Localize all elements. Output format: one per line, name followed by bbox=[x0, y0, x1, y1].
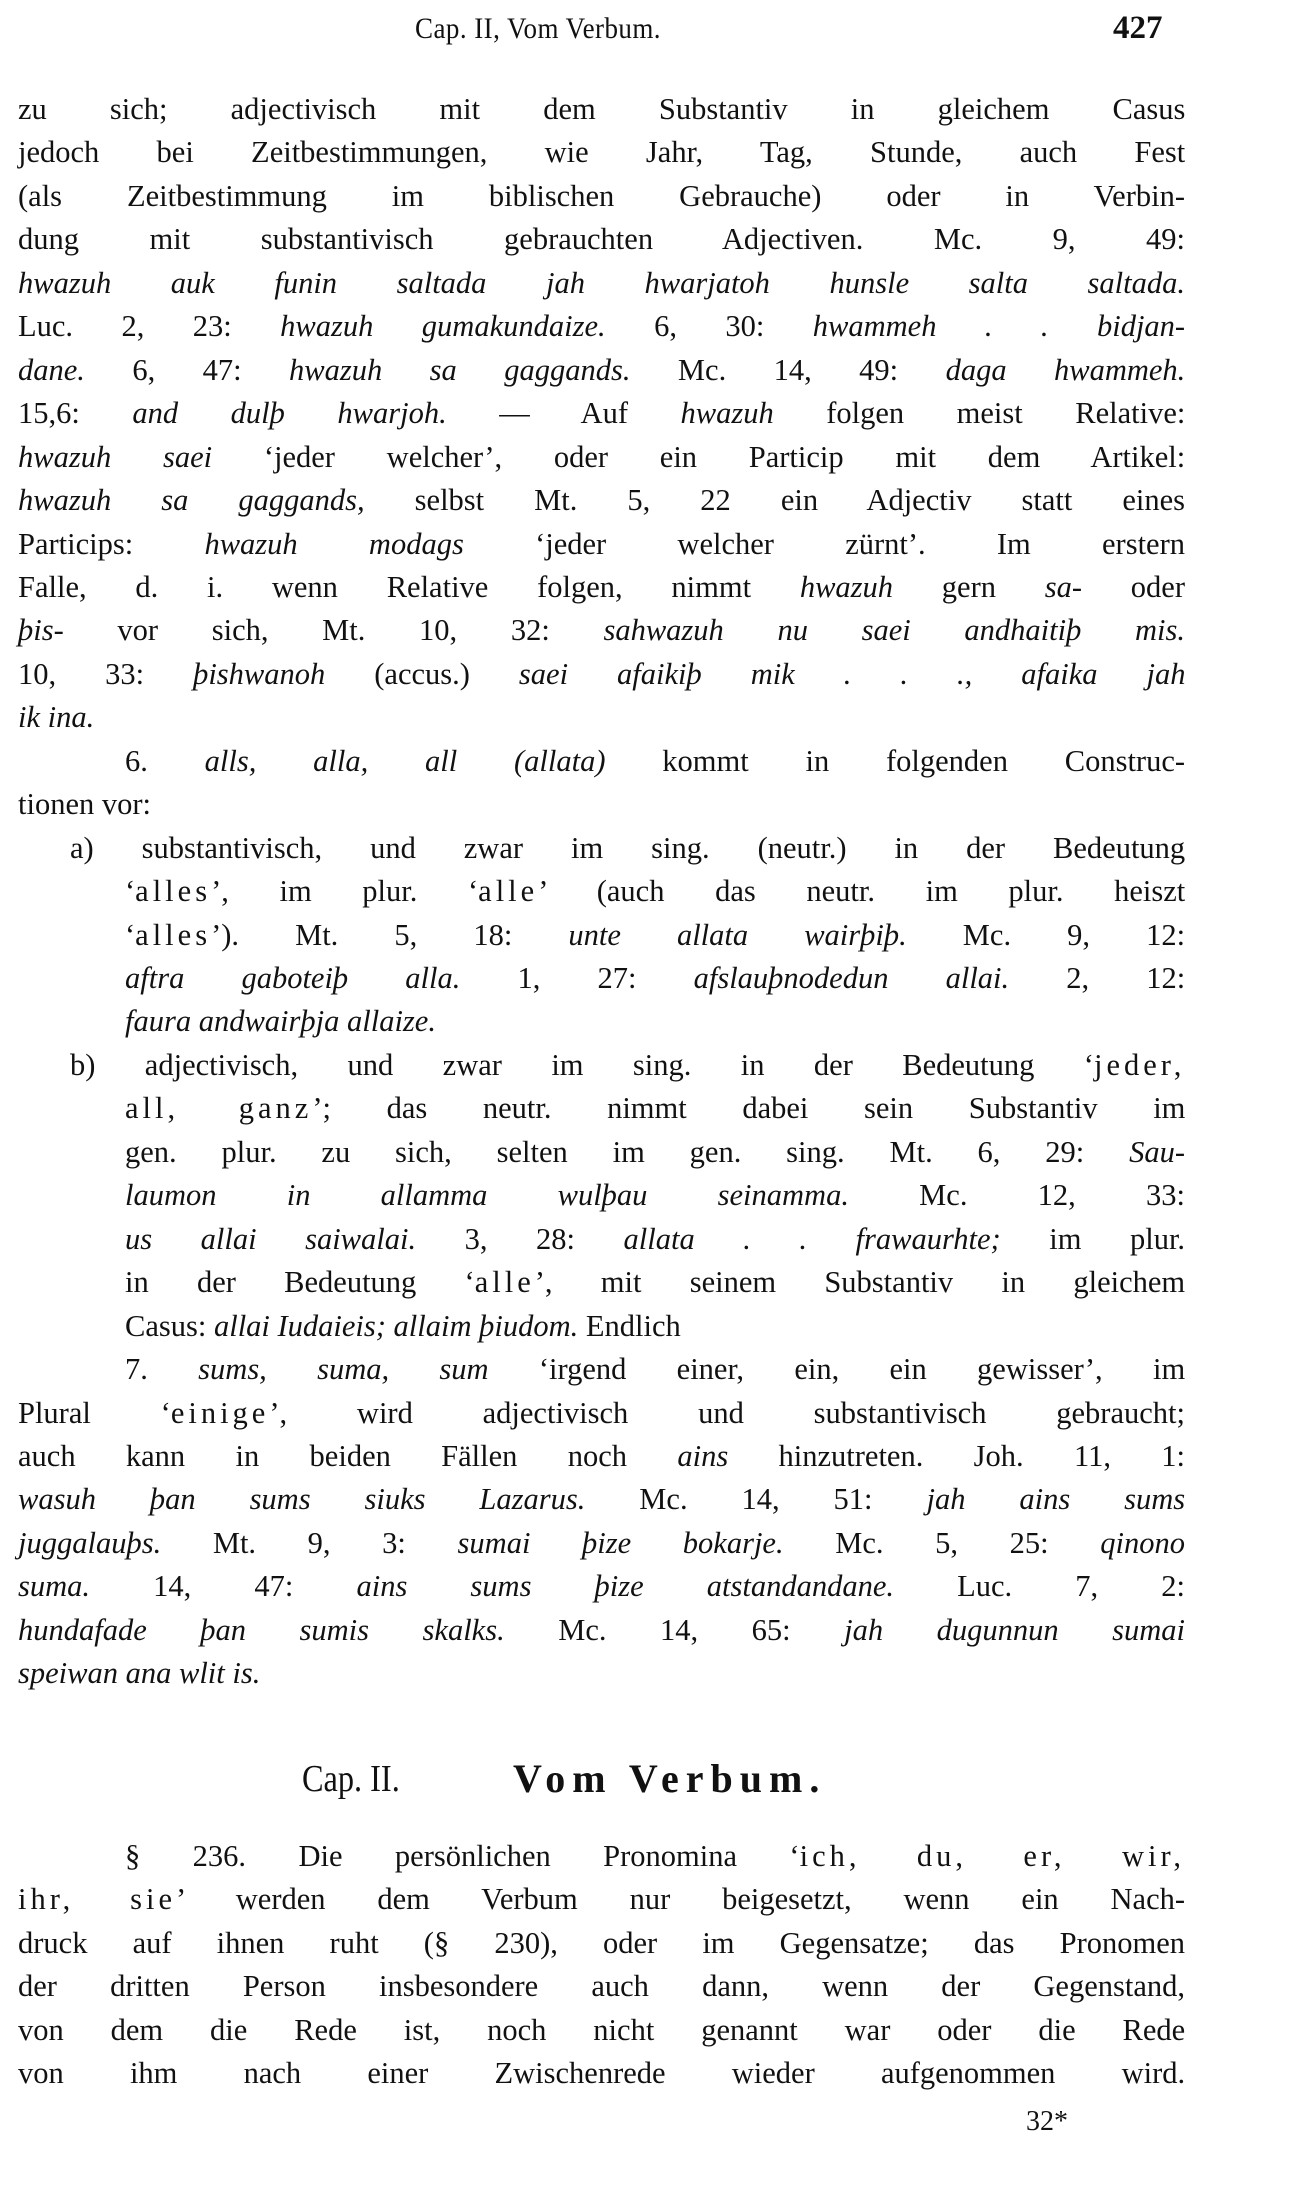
spaced-emphasis: jeder, bbox=[1093, 1047, 1186, 1082]
text-line bbox=[18, 1565, 1185, 1608]
gothic-citation: and dulþ hwarjoh. bbox=[132, 396, 447, 431]
text-line bbox=[18, 1522, 1185, 1565]
gothic-citation: laumon in allamma wulþau seinamma. bbox=[125, 1178, 849, 1213]
gothic-citation: afaika jah bbox=[1021, 656, 1186, 691]
text-line bbox=[125, 914, 1185, 957]
text-line bbox=[125, 1087, 1185, 1130]
text-run: gen. plur. zu sich, selten im gen. sing. Mt. 6, 29: bbox=[125, 1134, 1130, 1169]
gothic-citation: saei afaikiþ mik . . ., bbox=[518, 656, 973, 691]
text-run: 14, 47: bbox=[90, 1569, 357, 1604]
text-run: ’, mit seinem Substantiv in gleichem bbox=[534, 1265, 1186, 1300]
text-run: 6. bbox=[125, 743, 205, 778]
text-line bbox=[125, 1305, 1185, 1348]
chapter-number: Cap. II. bbox=[302, 1758, 400, 1800]
text-line bbox=[18, 566, 1185, 609]
text-run: b) adjectivisch, und zwar im sing. in der Bedeutung ‘ bbox=[70, 1047, 1094, 1082]
gothic-citation: sums, suma, sum bbox=[198, 1352, 489, 1387]
gothic-citation: þis- bbox=[18, 613, 64, 648]
text-line bbox=[18, 783, 1185, 826]
text-run: selbst Mt. 5, 22 ein Adjectiv statt eines bbox=[364, 483, 1186, 518]
text-run: Falle, d. i. wenn Relative folgen, nimmt bbox=[18, 569, 800, 604]
text-run: Mc. 9, 12: bbox=[906, 917, 1186, 952]
text-run: Mc. 5, 25: bbox=[783, 1525, 1101, 1560]
gothic-citation: us allai saiwalai. bbox=[125, 1221, 417, 1256]
gothic-citation: hwammeh . . bidjan- bbox=[812, 309, 1186, 344]
text-line bbox=[125, 957, 1185, 1000]
text-line bbox=[18, 479, 1185, 522]
text-run: jedoch bei Zeitbestimmungen, wie Jahr, Tag, Stunde, auch Fest bbox=[18, 135, 1186, 170]
text-line bbox=[18, 1435, 1185, 1478]
text-line bbox=[18, 218, 1185, 261]
chapter-title: Vom Verbum. bbox=[513, 1756, 827, 1801]
page-number: 427 bbox=[1113, 10, 1163, 46]
gothic-citation: hwazuh auk funin saltada jah hwarjatoh hunsle salta saltada. bbox=[18, 265, 1185, 300]
text-run: gern bbox=[893, 569, 1045, 604]
text-run: § 236. Die persönlichen Pronomina ‘ bbox=[125, 1839, 800, 1873]
text-run: ’). Mt. 5, 18: bbox=[211, 917, 569, 952]
text-run: Mc. 14, 49: bbox=[630, 352, 946, 387]
gothic-citation: unte allata wairþiþ. bbox=[568, 917, 907, 952]
spaced-emphasis: einige bbox=[170, 1395, 270, 1430]
gothic-citation: afslauþnodedun allai. bbox=[693, 961, 1010, 995]
running-head bbox=[0, 12, 1304, 52]
text-line bbox=[18, 1878, 1185, 1921]
spaced-emphasis: all, ganz bbox=[125, 1091, 313, 1126]
gothic-citation: juggalauþs. bbox=[18, 1525, 162, 1560]
gothic-citation: daga hwammeh. bbox=[945, 352, 1186, 387]
text-line bbox=[125, 1261, 1185, 1304]
gothic-citation: jah dugunnun sumai bbox=[844, 1612, 1186, 1647]
text-run: 15,6: bbox=[18, 396, 133, 431]
gothic-citation: hwazuh saei bbox=[18, 439, 213, 474]
text-run: oder bbox=[1082, 569, 1186, 604]
text-run: folgen meist Relative: bbox=[773, 396, 1186, 431]
text-run: — Auf bbox=[446, 396, 681, 431]
gothic-citation: ains bbox=[677, 1438, 729, 1473]
gothic-citation: alls, alla, all (allata) bbox=[204, 743, 606, 778]
text-run: 10, 33: bbox=[18, 656, 194, 691]
text-run: (als Zeitbestimmung im biblischen Gebrauche) oder in Verbin- bbox=[18, 178, 1185, 213]
spaced-emphasis: alles bbox=[135, 874, 212, 909]
gothic-citation: hwazuh bbox=[680, 396, 774, 431]
text-line bbox=[18, 392, 1185, 435]
gothic-citation: sahwazuh nu saei andhaitiþ mis. bbox=[603, 613, 1185, 648]
text-run: 7. bbox=[125, 1352, 199, 1387]
text-line bbox=[18, 436, 1185, 479]
text-line bbox=[18, 523, 1185, 566]
text-line bbox=[18, 88, 1185, 131]
gothic-citation: hwazuh modags bbox=[204, 526, 464, 561]
text-run: ’ werden dem Verbum nur beigesetzt, wenn ein Nach- bbox=[176, 1882, 1186, 1917]
text-line bbox=[18, 653, 1185, 696]
text-run: vor sich, Mt. 10, 32: bbox=[63, 613, 604, 648]
gothic-citation: jah ains sums bbox=[926, 1482, 1186, 1517]
text-run: Particips: bbox=[18, 526, 205, 561]
text-run: zu sich; adjectivisch mit dem Substantiv in gleichem Casus bbox=[18, 92, 1186, 126]
text-line bbox=[18, 349, 1185, 392]
text-run: ’, im plur. ‘ bbox=[211, 874, 479, 909]
gothic-citation: wasuh þan sums siuks Lazarus. bbox=[18, 1482, 586, 1517]
text-run: Luc. 7, 2: bbox=[894, 1569, 1185, 1604]
text-line bbox=[18, 609, 1185, 652]
text-run: 2, 12: bbox=[1009, 961, 1186, 995]
gothic-citation: aftra gaboteiþ alla. bbox=[125, 961, 461, 995]
text-line bbox=[18, 1922, 1185, 1965]
gothic-citation: þishwanoh bbox=[193, 656, 326, 691]
text-run: druck auf ihnen ruht (§ 230), oder im Gegensatze; das Pronomen bbox=[18, 1925, 1185, 1960]
text-run: ’, wird adjectivisch und substantivisch gebraucht; bbox=[269, 1395, 1185, 1430]
text-run: ‘jeder welcher’, oder ein Particip mit dem Artikel: bbox=[212, 439, 1186, 474]
spaced-emphasis: alles bbox=[135, 917, 212, 952]
text-run: von ihm nach einer Zwischenrede wieder aufgenommen wird. bbox=[18, 2056, 1186, 2091]
spaced-emphasis: ihr, sie bbox=[18, 1882, 177, 1917]
text-run: Mt. 9, 3: bbox=[161, 1525, 458, 1560]
text-run: ‘ bbox=[125, 874, 136, 909]
text-line bbox=[70, 827, 1185, 870]
text-run: (accus.) bbox=[325, 656, 519, 691]
text-line bbox=[125, 870, 1185, 913]
running-head-title: Cap. II, Vom Verbum. bbox=[415, 12, 662, 45]
text-run: ‘ bbox=[125, 917, 136, 952]
gothic-citation: faura andwairþja allaize. bbox=[125, 1004, 436, 1039]
text-run: a) substantivisch, und zwar im sing. (neutr.) in der Bedeutung bbox=[70, 830, 1186, 865]
spaced-emphasis: alle bbox=[474, 1265, 535, 1300]
gothic-citation: suma. bbox=[18, 1569, 91, 1604]
text-line bbox=[18, 262, 1185, 305]
text-run: Casus: bbox=[125, 1308, 214, 1343]
text-run: im plur. bbox=[1000, 1221, 1186, 1256]
text-line bbox=[18, 1652, 1185, 1695]
text-run: auch kann in beiden Fällen noch bbox=[18, 1438, 678, 1473]
gothic-citation: ik ina. bbox=[18, 700, 95, 735]
chapter-heading bbox=[0, 1757, 1304, 1807]
text-run: Plural ‘ bbox=[18, 1395, 171, 1430]
gothic-citation: Sau- bbox=[1129, 1134, 1185, 1169]
text-line bbox=[125, 1348, 1185, 1391]
text-run: Mc. 14, 51: bbox=[585, 1482, 927, 1517]
text-run: ‘irgend einer, ein, ein gewisser’, im bbox=[488, 1352, 1186, 1387]
gothic-citation: allata . . frawaurhte; bbox=[623, 1221, 1001, 1256]
gothic-citation: hundafade þan sumis skalks. bbox=[18, 1612, 505, 1647]
text-run: Luc. 2, 23: bbox=[18, 309, 281, 344]
gothic-citation: sumai þize bokarje. bbox=[457, 1525, 784, 1560]
text-line bbox=[18, 305, 1185, 348]
text-run: 1, 27: bbox=[460, 961, 694, 995]
gothic-citation: allai Iudaieis; allaim þiudom. bbox=[213, 1308, 579, 1343]
text-line bbox=[70, 1044, 1185, 1087]
text-line bbox=[125, 1174, 1185, 1217]
text-line bbox=[125, 1835, 1185, 1878]
text-line bbox=[18, 696, 1185, 739]
gothic-citation: sa- bbox=[1044, 569, 1083, 604]
gothic-citation: ains sums þize atstandandane. bbox=[356, 1569, 895, 1604]
gothic-citation: hwazuh sa gaggands. bbox=[289, 352, 631, 387]
spaced-emphasis: ich, du, er, wir, bbox=[799, 1839, 1186, 1873]
text-line bbox=[18, 131, 1185, 174]
gothic-citation: speiwan ana wlit is. bbox=[18, 1656, 261, 1691]
text-run: 6, 30: bbox=[605, 309, 813, 344]
gothic-citation: hwazuh gumakundaize. bbox=[280, 309, 606, 344]
text-run: 6, 47: bbox=[84, 352, 290, 387]
gothic-citation: dane. bbox=[18, 352, 85, 387]
text-run: dung mit substantivisch gebrauchten Adjectiven. Mc. 9, 49: bbox=[18, 222, 1185, 257]
text-run bbox=[972, 657, 1021, 691]
text-line bbox=[18, 1478, 1185, 1521]
signature-mark: 32* bbox=[1026, 2106, 1068, 2137]
text-run: 3, 28: bbox=[416, 1221, 624, 1256]
text-line bbox=[18, 2052, 1185, 2095]
text-run: Mc. 14, 65: bbox=[504, 1612, 845, 1647]
text-line bbox=[18, 175, 1185, 218]
text-line bbox=[125, 740, 1185, 783]
text-run: Mc. 12, 33: bbox=[848, 1178, 1185, 1213]
text-run: tionen vor: bbox=[18, 787, 151, 822]
spaced-emphasis: alle bbox=[478, 874, 539, 909]
text-run: hinzutreten. Joh. 11, 1: bbox=[728, 1438, 1186, 1473]
text-run: ‘jeder welcher zürnt’. Im erstern bbox=[463, 526, 1185, 561]
text-run: von dem die Rede ist, noch nicht genannt war oder die Rede bbox=[18, 2012, 1186, 2047]
text-line bbox=[125, 1218, 1185, 1261]
gothic-citation: qinono bbox=[1100, 1525, 1185, 1560]
text-line bbox=[125, 1000, 1185, 1043]
text-run: in der Bedeutung ‘ bbox=[125, 1265, 475, 1300]
text-line bbox=[18, 2009, 1185, 2052]
text-line bbox=[18, 1965, 1185, 2008]
gothic-citation: hwazuh sa gaggands, bbox=[18, 483, 365, 518]
text-line bbox=[18, 1392, 1185, 1435]
text-run: kommt in folgenden Construc- bbox=[605, 743, 1186, 778]
text-run: der dritten Person insbesondere auch dann, wenn der Gegenstand, bbox=[18, 1969, 1185, 2004]
text-run: ’ (auch das neutr. im plur. heiszt bbox=[538, 874, 1186, 909]
text-line bbox=[125, 1131, 1185, 1174]
text-run: Endlich bbox=[578, 1308, 681, 1343]
text-line bbox=[18, 1609, 1185, 1652]
text-run: ’; das neutr. nimmt dabei sein Substantiv im bbox=[312, 1091, 1186, 1126]
gothic-citation: hwazuh bbox=[799, 569, 894, 604]
